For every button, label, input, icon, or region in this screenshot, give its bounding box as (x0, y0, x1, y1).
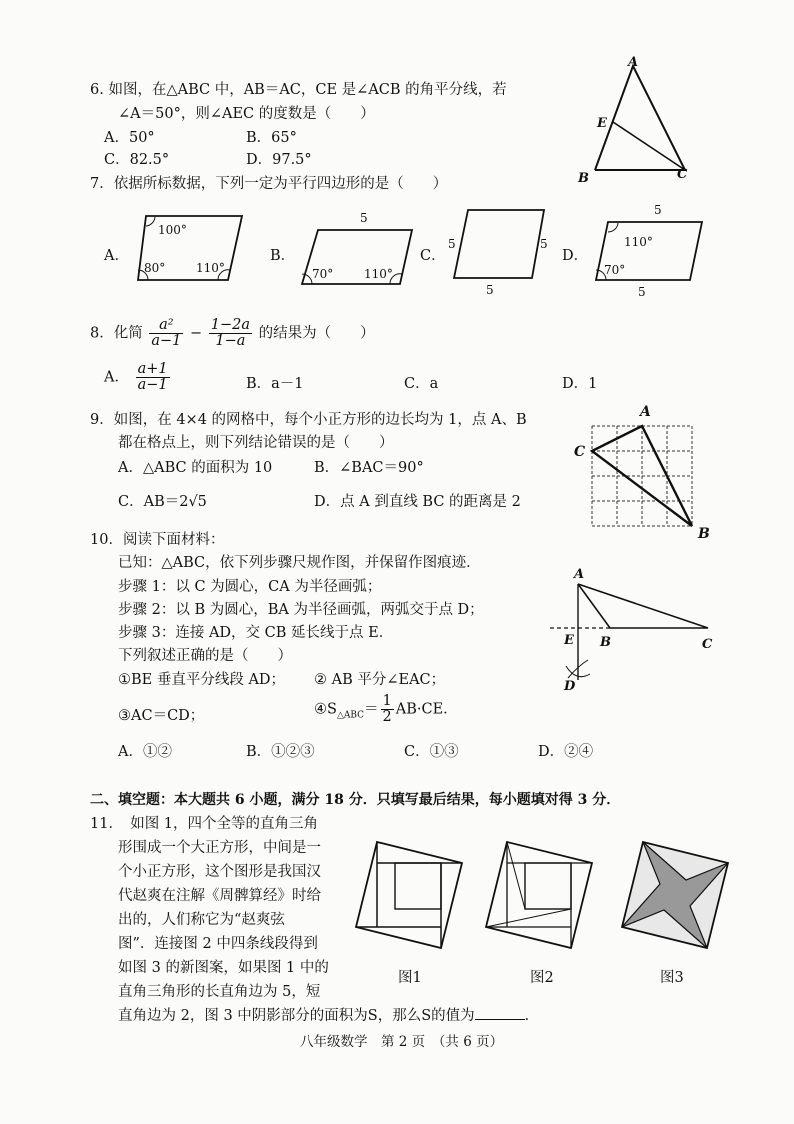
q11-line-6: 图”．连接图 2 中四条线段得到 (118, 936, 318, 952)
q7a-angle-80: 80° (144, 261, 166, 275)
q8-option-b: B．a－1 (246, 376, 304, 392)
q8-suffix: 的结果为（ ） (258, 325, 375, 342)
q6-label-c: C (677, 167, 688, 182)
q6-label-b: B (578, 171, 589, 186)
q8-option-a (104, 362, 172, 393)
q10-s4-tail: AB·CE． (395, 701, 458, 718)
q10-s4-denominator: 2 (382, 709, 392, 726)
section2-heading: 二、填空题：本大题共 6 小题，满分 18 分．只填写最后结果，每小题填对得 3 分． (90, 792, 621, 808)
q7-label-d: D． (562, 248, 589, 264)
q10-step3: 步骤 3：连接 AD，交 CB 延长线于点 E． (118, 625, 394, 641)
q8-f1-numerator: a² (149, 318, 183, 334)
q10-s4-fraction (381, 694, 394, 725)
q8-f1-denominator: a−1 (151, 333, 182, 350)
q10-label-e: E (564, 633, 574, 648)
q6-label-e: E (597, 116, 607, 131)
q11-figure-1 (354, 840, 466, 952)
q10-known: 已知：△ABC，依下列步骤尺规作图，并保留作图痕迹． (118, 555, 481, 571)
q7-figure-b (296, 210, 420, 286)
q8-expression (90, 318, 375, 349)
q10-ask: 下列叙述正确的是（ ） (118, 648, 292, 664)
q10-option-c: C．①③ (404, 744, 459, 760)
q11-last-line (118, 1004, 539, 1025)
q10-label-a: A (574, 567, 585, 582)
q10-statement-4 (314, 694, 458, 725)
q7c-side-bottom: 5 (486, 283, 494, 297)
q7c-side-right: 5 (540, 237, 548, 251)
q10-label-b: B (600, 635, 611, 650)
q9-label-b: B (698, 526, 710, 542)
q10-option-d: D．②④ (538, 744, 594, 760)
q11-answer-blank[interactable] (475, 1007, 525, 1020)
q6-label-a: A (628, 55, 639, 70)
q6-option-c: C．82.5° (104, 152, 170, 168)
q11-line-1: 11． 如图 1，四个全等的直角三角 (90, 816, 319, 832)
q7a-angle-110: 110° (196, 261, 225, 275)
q10-statement-3: ③AC＝CD； (118, 708, 205, 724)
q10-statement-1: ①BE 垂直平分线段 AD； (118, 672, 286, 688)
q11-figure-3 (620, 840, 732, 952)
q10-construction-figure (548, 562, 728, 702)
q8-opta-numerator: a+1 (137, 361, 168, 377)
q10-label-c: C (702, 637, 713, 652)
q8-option-a-fraction (136, 362, 170, 393)
q7-label-b: B． (270, 248, 296, 264)
q8-minus: − (189, 325, 203, 342)
q11-last-text: 直角边为 2，图 3 中阴影部分的面积为S，那么S的值为 (118, 1008, 475, 1024)
q9-line1: 9．如图，在 4×4 的网格中，每个小正方形的边长均为 1，点 A、B (90, 412, 527, 428)
q7-figure-c (448, 204, 552, 296)
q7b-angle-110: 110° (364, 267, 393, 281)
q7-figure-d (590, 200, 710, 300)
q7c-side-left: 5 (448, 237, 456, 251)
q10-option-a: A．①② (118, 744, 172, 760)
q7d-side-top: 5 (654, 203, 662, 217)
q6-option-a: A．50° (104, 130, 155, 146)
q8-option-c: C．a (404, 376, 439, 392)
q11-figure-2-label: 图2 (530, 970, 554, 986)
q8-opta-denominator: a−1 (137, 377, 168, 394)
q10-label-d: D (564, 679, 576, 694)
q9-option-a: A．△ABC 的面积为 10 (118, 460, 273, 476)
q8-f2-denominator: 1−a (215, 333, 246, 350)
page-footer: 八年级数学 第 2 页 （共 6 页） (300, 1034, 504, 1050)
q8-option-d: D．1 (562, 376, 598, 392)
q8-option-a-label: A． (104, 369, 129, 386)
q8-fraction-1 (149, 318, 183, 349)
q11-figure-3-label: 图3 (660, 970, 684, 986)
q10-s4-eq: ＝ (364, 701, 379, 718)
q9-label-a: A (640, 404, 651, 420)
q6-option-d: D．97.5° (246, 152, 312, 168)
q7d-angle-110: 110° (624, 235, 653, 249)
q7-label-a: A． (104, 248, 129, 264)
q10-s4-sub: △ABC (336, 710, 365, 721)
q7d-angle-70: 70° (604, 263, 626, 277)
q7-stem: 7．依据所标数据，下列一定为平行四边形的是（ ） (90, 176, 448, 192)
q9-grid-figure (570, 402, 720, 544)
q9-line2: 都在格点上，则下列结论错误的是（ ） (118, 435, 394, 451)
q9-option-d: D．点 A 到直线 BC 的距离是 2 (314, 494, 521, 510)
q10-title: 10．阅读下面材料： (90, 532, 225, 548)
q7a-angle-100: 100° (158, 223, 187, 237)
q11-line-4: 代赵爽在注解《周髀算经》时给 (118, 888, 321, 904)
q7-label-c: C． (420, 248, 446, 264)
q7b-side-top: 5 (360, 211, 368, 225)
q11-figure-2 (484, 840, 596, 952)
q7d-side-bottom: 5 (638, 285, 646, 299)
q11-line-8: 直角三角形的长直角边为 5，短 (118, 984, 321, 1000)
q6-line2: ∠A＝50°，则∠AEC 的度数是（ ） (118, 106, 375, 122)
q11-line-7: 如图 3 的新图案，如果图 1 中的 (118, 960, 329, 976)
q8-fraction-2 (209, 318, 252, 349)
q6-option-b: B．65° (246, 130, 297, 146)
q10-s4-prefix: ④S (314, 701, 337, 718)
q7-figure-a (134, 212, 246, 284)
q11-line-3: 个小正方形，这个图形是我国汉 (118, 864, 321, 880)
q11-last-tail: ． (524, 1008, 540, 1024)
q6-line1: 6. 如图，在△ABC 中，AB＝AC，CE 是∠ACB 的角平分线，若 (90, 82, 507, 98)
q11-figure-1-label: 图1 (398, 970, 422, 986)
q7b-angle-70: 70° (312, 267, 334, 281)
q8-f2-numerator: 1−2a (210, 317, 250, 333)
q10-step1: 步骤 1：以 C 为圆心，CA 为半径画弧； (118, 579, 382, 595)
q11-line-5: 出的，人们称它为“赵爽弦 (118, 912, 285, 928)
q10-statement-2: ② AB 平分∠EAC； (314, 672, 446, 688)
q9-label-c: C (574, 444, 586, 460)
q8-prefix: 8．化简 (90, 325, 143, 342)
q11-line-2: 形围成一个大正方形，中间是一 (118, 840, 321, 856)
q10-step2: 步骤 2：以 B 为圆心，BA 为半径画弧，两弧交于点 D； (118, 602, 484, 618)
q10-s4-numerator: 1 (382, 693, 392, 709)
q9-option-b: B．∠BAC＝90° (314, 460, 424, 476)
q6-triangle-figure (570, 56, 710, 186)
q9-option-c: C．AB＝2√5 (118, 494, 207, 510)
q10-option-b: B．①②③ (246, 744, 315, 760)
